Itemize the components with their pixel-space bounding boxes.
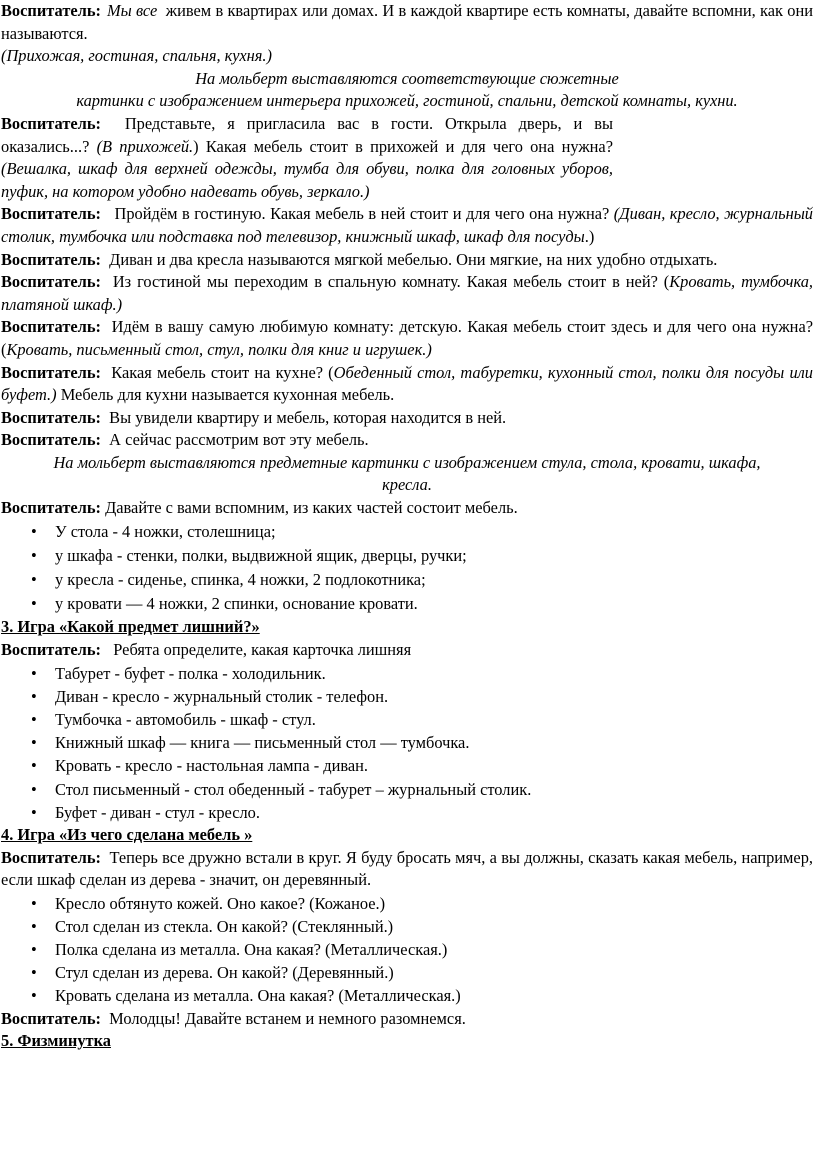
easel-note-1: На мольберт выставляются соответствующие сюжетные xyxy=(195,68,619,88)
paragraph-hallway-line1: Воспитатель: Представьте, я пригласила вас в гости. Открыла дверь, и вы оказались...? (В прихожей.) Какая мебель стоит в прихожей и для чего она нужна? (Вешалка, шкаф для верхней одежды, тумба для обуви, полка для головных уборов, пуфик, на котором удобно надевать обувь, зеркало.) xyxy=(1,113,613,201)
hallway-answer: (Вешалка, шкаф для верхней одежды, тумба для обуви, полка для головных уборов, пуфик, на котором удобно надевать обувь, зеркало.) xyxy=(1,159,613,201)
speaker-label: Воспитатель: xyxy=(1,249,101,269)
heading-game-3: 3. Игра «Какой предмет лишний?» xyxy=(1,617,260,637)
list-item: • Диван - кресло - журнальный столик - телефон. xyxy=(31,685,813,708)
kids-room-answer: Кровать, письменный стол, стул, полки для книг и игрушек.) xyxy=(6,339,432,359)
paragraph-soft-furniture: Воспитатель: Диван и два кресла называются мягкой мебелью. Они мягкие, на них удобно отдыхать. xyxy=(1,249,718,269)
easel-note-1-cont: картинки с изображением интерьера прихожей, гостиной, спальни, детской комнаты, кухни. xyxy=(76,91,738,111)
speaker-label: Воспитатель: xyxy=(1,1,101,20)
list-item: • У стола - 4 ножки, столешница; xyxy=(31,520,813,544)
bedroom-answer: Кровать, тумбочка, платяной шкаф.) xyxy=(1,272,813,314)
paragraph-parts: Воспитатель: Давайте с вами вспомним, из каких частей состоит мебель. xyxy=(1,498,518,518)
intro-lead: Мы все xyxy=(106,1,158,20)
list-item: • Стол письменный - стол обеденный - табурет – журнальный столик. xyxy=(31,778,813,801)
speaker-label: Воспитатель: xyxy=(1,407,101,427)
paragraph-apartment: Воспитатель: Вы увидели квартиру и мебель, которая находится в ней. xyxy=(1,407,507,427)
speaker-label: Воспитатель: xyxy=(1,640,101,659)
list-item: • Кровать сделана из металла. Она какая? (Металлическая.) xyxy=(31,984,813,1007)
list-item: • у кровати — 4 ножки, 2 спинки, основание кровати. xyxy=(31,592,813,616)
list-item: • Полка сделана из металла. Она какая? (Металлическая.) xyxy=(31,938,813,961)
speaker-label: Воспитатель: xyxy=(1,498,101,518)
paragraph-intro xyxy=(1,0,813,45)
intro-text: живем в квартирах или домах. И в каждой квартире есть комнаты, давайте вспомни, как они называются. xyxy=(1,1,813,43)
rooms-answer: (Прихожая, гостиная, спальня, кухня.) xyxy=(1,46,272,66)
paragraph-look: Воспитатель: А сейчас рассмотрим вот эту мебель. xyxy=(1,430,369,450)
list-item: • Табурет - буфет - полка - холодильник. xyxy=(31,662,813,685)
paragraph-kitchen: Воспитатель: Какая мебель стоит на кухне? (Обеденный стол, табуретки, кухонный стол, полки для посуды или буфет.) Мебель для кухни называется кухонная мебель. xyxy=(1,362,813,405)
heading-game-4: 4. Игра «Из чего сделана мебель » xyxy=(1,824,253,844)
speaker-label: Воспитатель: xyxy=(1,1008,101,1028)
easel-note-2: На мольберт выставляются предметные картинки с изображением стула, стола, кровати, шкафа, xyxy=(53,452,761,472)
list-item: • у шкафа - стенки, полки, выдвижной ящик, дверцы, ручки; xyxy=(31,544,813,568)
living-room-answer: (Диван, кресло, журнальный столик, тумбочка или подставка под телевизор, книжный шкаф, шкаф для посуды xyxy=(1,204,814,246)
paragraph-game-3-intro: Воспитатель: Ребята определите, какая карточка лишняя xyxy=(1,640,412,659)
furniture-parts-list xyxy=(1,520,813,617)
hallway-intro: Представьте, я пригласила вас в гости. Открыла дверь, и вы оказались...? xyxy=(1,113,613,156)
speaker-label: Воспитатель: xyxy=(1,362,101,382)
speaker-label: Воспитатель: xyxy=(1,317,101,337)
speaker-label: Воспитатель: xyxy=(1,430,101,450)
heading-section-5: 5. Физминутка xyxy=(1,1031,111,1051)
list-item: • Стул сделан из дерева. Он какой? (Деревянный.) xyxy=(31,961,813,984)
paragraph-game-4-intro: Воспитатель: Теперь все дружно встали в круг. Я буду бросать мяч, а вы должны, сказать какая мебель, например, если шкаф сделан из дерева - значит, он деревянный. xyxy=(1,847,814,890)
hallway-place: (В прихожей. xyxy=(96,136,194,156)
list-item: • Кровать - кресло - настольная лампа - диван. xyxy=(31,754,813,777)
list-item: • у кресла - сиденье, спинка, 4 ножки, 2 подлокотника; xyxy=(31,568,813,592)
speaker-label: Воспитатель: xyxy=(1,204,101,224)
odd-one-out-list xyxy=(1,662,813,824)
paragraph-kids-room: Воспитатель: Идём в вашу самую любимую комнату: детскую. Какая мебель стоит здесь и для чего она нужна? (Кровать, письменный стол, стул, полки для книг и игрушек.) xyxy=(1,317,813,359)
list-item: • Книжный шкаф — книга — письменный стол — тумбочка. xyxy=(31,731,813,754)
list-item: • Кресло обтянуто кожей. Оно какое? (Кожаное.) xyxy=(31,892,813,915)
speaker-label: Воспитатель: xyxy=(1,113,101,133)
list-item: • Стол сделан из стекла. Он какой? (Стеклянный.) xyxy=(31,915,813,938)
hallway-question: Какая мебель стоит в прихожей и для чего она нужна? xyxy=(205,136,613,156)
materials-list xyxy=(1,892,813,1008)
kitchen-answer: Обеденный стол, табуретки, кухонный стол, полки для посуды или буфет.) xyxy=(1,362,813,405)
list-item: • Тумбочка - автомобиль - шкаф - стул. xyxy=(31,708,813,731)
paragraph-living-room: Воспитатель: Пройдём в гостиную. Какая мебель в ней стоит и для чего она нужна? (Диван, кресло, журнальный столик, тумбочка или подставка под телевизор, книжный шкаф, шкаф для посуды.) xyxy=(1,204,814,246)
easel-note-2-cont: кресла. xyxy=(382,475,432,495)
list-item: • Буфет - диван - стул - кресло. xyxy=(31,801,813,824)
paragraph-warmup: Воспитатель: Молодцы! Давайте встанем и немного разомнемся. xyxy=(1,1008,466,1028)
speaker-label: Воспитатель: xyxy=(1,847,101,867)
speaker-label: Воспитатель: xyxy=(1,272,101,292)
paragraph-bedroom: Воспитатель: Из гостиной мы переходим в спальную комнату. Какая мебель стоит в ней? (Кровать, тумбочка, платяной шкаф.) xyxy=(1,272,813,314)
